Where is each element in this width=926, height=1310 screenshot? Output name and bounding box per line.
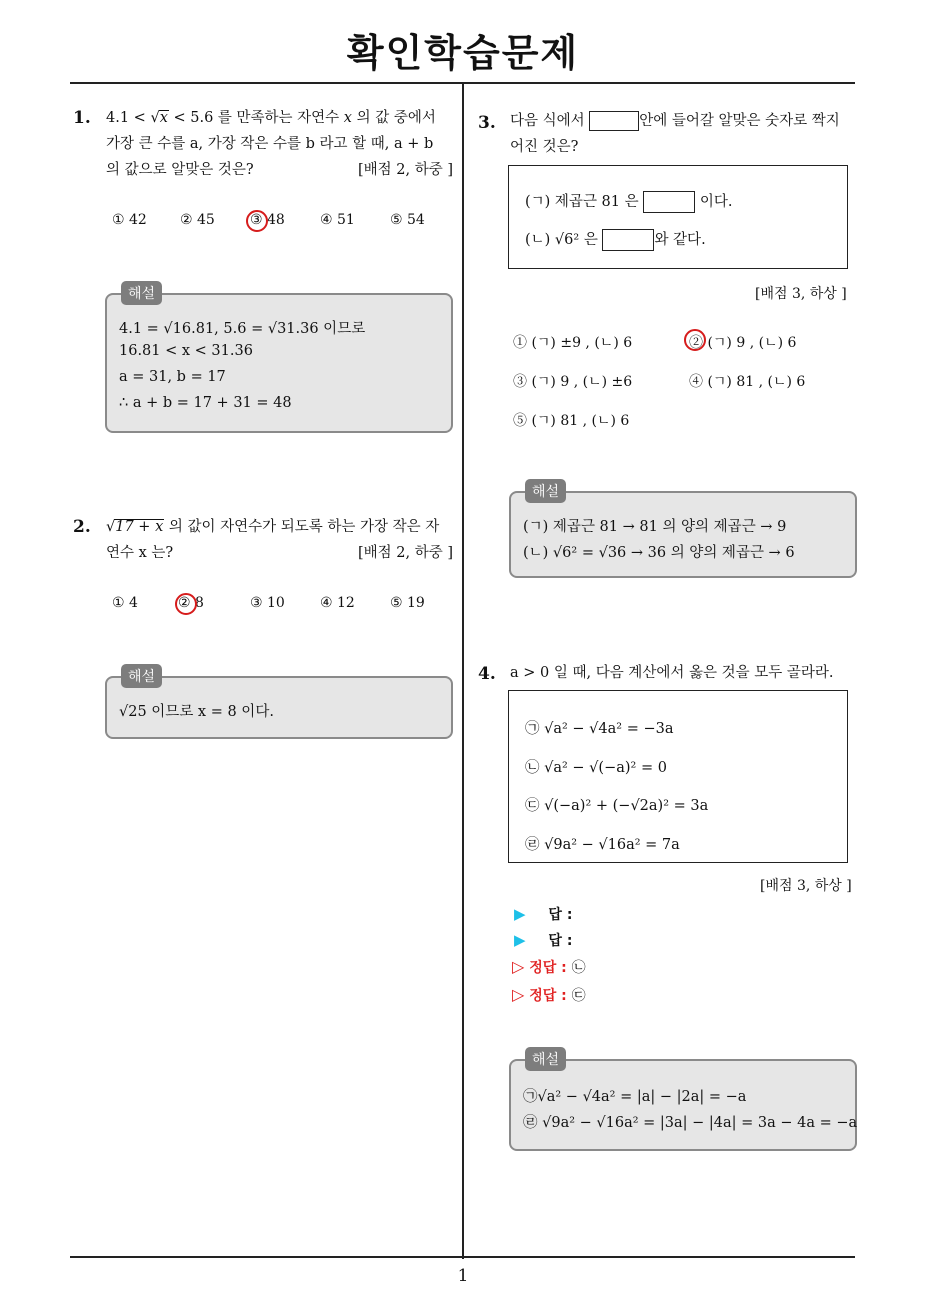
- question-4-score: [배점 3, 하상 ]: [760, 878, 852, 894]
- outline-triangle-icon: ▷: [512, 985, 525, 1004]
- footer-rule: [70, 1256, 855, 1258]
- question-3-explanation: [509, 484, 857, 578]
- explain-line: ∴ a + b = 17 + 31 = 48: [119, 395, 292, 411]
- question-1-explanation: [105, 286, 453, 433]
- choice-1[interactable]: ① 4: [112, 595, 138, 611]
- explain-label: 해설: [121, 281, 162, 305]
- choice-5[interactable]: ⑤ 19: [390, 595, 425, 611]
- blank-box: [643, 191, 695, 213]
- explain-label: 해설: [525, 1047, 566, 1071]
- question-2-text: √17 + x 의 값이 자연수가 되도록 하는 가장 작은 자 연수 x 는? [배점 2, 하중 ]: [106, 514, 453, 566]
- page-title: 확인학습문제: [346, 31, 580, 75]
- choice-5[interactable]: ⑤ (ㄱ) 81 , (ㄴ) 6: [513, 413, 630, 429]
- explain-line: (ㄱ) 제곱근 81 → 81 의 양의 제곱근 → 9: [523, 519, 787, 535]
- choice-1[interactable]: ① 42: [112, 212, 147, 228]
- choice-3[interactable]: ③ (ㄱ) 9 , (ㄴ) ±6: [513, 374, 633, 390]
- question-1-number: 1.: [73, 108, 91, 128]
- explain-label: 해설: [525, 479, 566, 503]
- question-4-condition-box: [508, 690, 848, 863]
- choice-2[interactable]: ② 8: [178, 595, 204, 611]
- answer-entry-row[interactable]: ▶ 답 :: [514, 905, 573, 923]
- question-3-text: 다음 식에서 안에 들어갈 알맞은 숫자로 짝지 어진 것은?: [510, 113, 840, 155]
- choice-4[interactable]: ④ 51: [320, 212, 355, 228]
- choice-2[interactable]: ② 45: [180, 212, 215, 228]
- choice-3[interactable]: ③ 48: [250, 212, 285, 228]
- question-2-number: 2.: [73, 517, 91, 537]
- choice-3[interactable]: ③ 10: [250, 595, 285, 611]
- question-1-score: [배점 2, 하중 ]: [357, 162, 453, 178]
- explain-line: (ㄴ) √6² = √36 → 36 의 양의 제곱근 → 6: [523, 545, 795, 561]
- question-3-score: [배점 3, 하상 ]: [755, 286, 847, 302]
- play-triangle-icon: ▶: [514, 931, 526, 949]
- column-divider: [462, 83, 464, 1259]
- statement-line: ㉢ √(−a)² + (−√2a)² = 3a: [525, 798, 709, 814]
- choice-5[interactable]: ⑤ 54: [390, 212, 425, 228]
- page-number: 1: [457, 1266, 469, 1286]
- statement-line: ㉣ √9a² − √16a² = 7a: [525, 837, 680, 853]
- choice-2[interactable]: ② (ㄱ) 9 , (ㄴ) 6: [689, 335, 797, 351]
- explain-line: ㉠√a² − √4a² = |a| − |2a| = −a: [523, 1089, 747, 1105]
- question-2-explanation: [105, 669, 453, 739]
- correct-answer-row: ▷ 정답 : ㉢: [512, 985, 586, 1004]
- question-4-text: a > 0 일 때, 다음 계산에서 옳은 것을 모두 골라라.: [510, 665, 834, 681]
- outline-triangle-icon: ▷: [512, 957, 525, 976]
- explain-line: a = 31, b = 17: [119, 369, 226, 385]
- blank-box: [589, 111, 639, 131]
- explain-label: 해설: [121, 664, 162, 688]
- explain-line: √25 이므로 x = 8 이다.: [119, 704, 274, 720]
- choice-1[interactable]: ① (ㄱ) ±9 , (ㄴ) 6: [513, 335, 633, 351]
- answer-entry-row[interactable]: ▶ 답 :: [514, 931, 573, 949]
- question-1-text: 4.1 < √x < 5.6 를 만족하는 자연수 x 의 값 중에서 가장 큰 수를 a, 가장 작은 수를 b 라고 할 때, a + b 의 값으로 알맞은 것은? [배점 2, 하중 ]: [106, 105, 453, 183]
- blank-box: [602, 229, 654, 251]
- correct-answer-row: ▷ 정답 : ㉡: [512, 957, 586, 976]
- play-triangle-icon: ▶: [514, 905, 526, 923]
- choice-4[interactable]: ④ (ㄱ) 81 , (ㄴ) 6: [689, 374, 806, 390]
- explain-line: ㉣ √9a² − √16a² = |3a| − |4a| = 3a − 4a = −a: [523, 1115, 858, 1131]
- statement-line: ㉠ √a² − √4a² = −3a: [525, 721, 674, 737]
- question-3-condition-box: (ㄱ) 제곱근 81 은 이다. (ㄴ) √6² 은 와 같다.: [508, 165, 848, 269]
- question-3-number: 3.: [478, 113, 496, 133]
- explain-line: 16.81 < x < 31.36: [119, 343, 253, 359]
- statement-line: ㉡ √a² − √(−a)² = 0: [525, 760, 667, 776]
- explain-line: 4.1 = √16.81, 5.6 = √31.36 이므로: [119, 321, 366, 337]
- choice-4[interactable]: ④ 12: [320, 595, 355, 611]
- question-2-score: [배점 2, 하중 ]: [357, 545, 453, 561]
- question-4-explanation: [509, 1052, 858, 1151]
- question-4-number: 4.: [478, 664, 496, 684]
